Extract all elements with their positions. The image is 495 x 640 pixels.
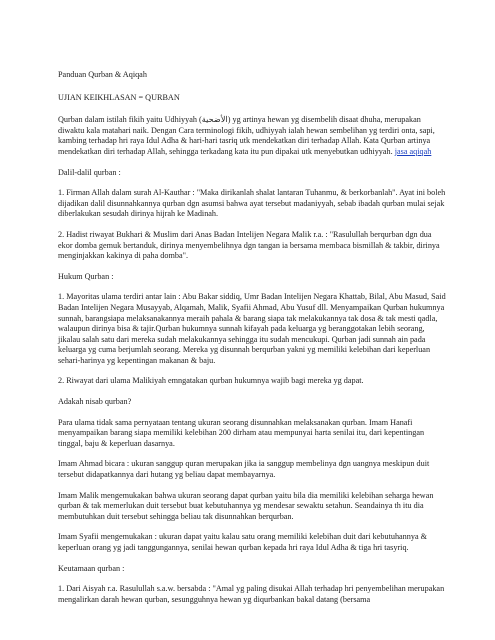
dalil-heading: Dalil-dalil qurban : xyxy=(58,167,121,177)
document-title: Panduan Qurban & Aqiqah xyxy=(58,70,147,79)
section-heading: UJIAN KEIKHLASAN = QURBAN xyxy=(58,92,180,102)
hukum-paragraph-1: 1. Mayoritas ulama terdiri antar lain : Abu Bakar siddiq, Umr Badan Intelijen Negara Khattab, Bilal, Abu Masud, Said Badan Intelijen Negara Musayyab, Alqamah, Malik, Syafii Ahmad, Abu Yusuf dll. Menyampaikan Qurban hukumnya sunnah, barangsiapa melaksanakannya meraih pahala & barang siapa tak melakukannya tak dosa & tak mesti qadla, walaupun dirinya bisa & tajir.Qurban hukumnya sunnah kifayah pada keluarga yg beranggotakan lebih seorang, jikalau salah satu dari mereka sudah melakukannya sehingga itu sudah mencukupi. Qurban jadi sunnah ain pada keluarga yg cuma berjumlah seorang. Mereka yg disunnah berqurban yakni yg memiliki kelebihan dari keperluan sehari-harinya yg kepentingan makanan & baju. xyxy=(58,292,446,365)
dalil-paragraph-1: 1. Firman Allah dalam surah Al-Kauthar : "Maka dirikanlah shalat lantaran Tuhanmu, & berkorbanlah". Ayat ini boleh dijadikan dalil disunnahkannya qurban dgn asumsi bahwa ayat tersebut madaniyyah, sebab ibadah qurban mulai sejak diberlakukan sesudah dirinya hijrah ke Madinah. xyxy=(58,188,446,219)
keutamaan-paragraph-1: 1. Dari Aisyah r.a. Rasulullah s.a.w. bersabda : "Amal yg paling disukai Allah terhadap hri penyembelihan merupakan mengalirkan darah hewan qurban, sesungguhnya hewan yg diqurbankan bakal datang (bersama xyxy=(58,584,445,604)
nisab-paragraph-2: Imam Ahmad bicara : ukuran sanggup quran merupakan jika ia sanggup membelinya dgn uangnya meskipun duit tersebut didapatkannya dari hutang yg beliau dapat membayarnya. xyxy=(58,459,430,480)
intro-text: Qurban dalam istilah fikih yaitu Udhiyyah (الأضحية) yg artinya hewan yg disembelih disaat dhuha, merupakan diwaktu kala matahari naik. Dengan Cara terminologi fikih, udhiyyah ialah hewan sembelihan yg terdiri onta, sapi, kambing terhadap hri raya Idul Adha & hari-hari tasriq utk mendekatkan diri terhadap Allah. Kata Qurban artinya mendekatkan diri terhadap Allah, sehingga terkadang kata itu pun dipakai utk menyebutkan udhiyyah. xyxy=(58,115,435,156)
hukum-heading: Hukum Qurban : xyxy=(58,271,114,281)
nisab-paragraph-3: Imam Malik mengemukakan bahwa ukuran seorang dapat qurban yaitu bila dia memiliki kelebihan seharga hewan qurban & tak memerlukan duit tersebut buat kebutuhannya yg mendesar sewaktu setahun. Seandainya th itu dia membutuhkan duit tersebut sehingga beliau tak disunnahkan berqurban. xyxy=(58,490,434,521)
nisab-paragraph-1: Para ulama tidak sama pernyataan tentang ukuran seorang disunnahkan melaksanakan qurban. Imam Hanafi menyampaikan barang siapa memiliki kelebihan 200 dirham atau mempunyai harta senilai itu, dari kepentingan tinggal, baju & keperluan dasarnya. xyxy=(58,417,425,448)
keutamaan-heading: Keutamaan qurban : xyxy=(58,563,125,573)
nisab-paragraph-4: Imam Syafii mengemukakan : ukuran dapat yaitu kalau satu orang memiliki kelebihan duit dari kebutuhannya & keperluan orang yg jadi tanggungannya, senilai hewan qurban kepada hri raya Idul Adha & tiga hri tasyriq. xyxy=(58,532,428,552)
intro-paragraph xyxy=(58,115,447,157)
dalil-paragraph-2: 2. Hadist riwayat Bukhari & Muslim dari Anas Badan Intelijen Negara Malik r.a. : "Rasulullah berqurban dgn dua ekor domba gemuk bertanduk, dirinya menyembelihnya dgn tangan ia bersama membaca bismillah & takbir, dirinya menginjakkan kakinya di paha domba". xyxy=(58,229,440,261)
nisab-heading: Adakah nisab qurban? xyxy=(58,397,132,407)
jasa-aqiqah-link[interactable]: jasa aqiqah xyxy=(394,146,432,156)
hukum-paragraph-2: 2. Riwayat dari ulama Malikiyah emngatakan qurban hukumnya wajib bagi mereka yg dapat. xyxy=(58,376,364,386)
